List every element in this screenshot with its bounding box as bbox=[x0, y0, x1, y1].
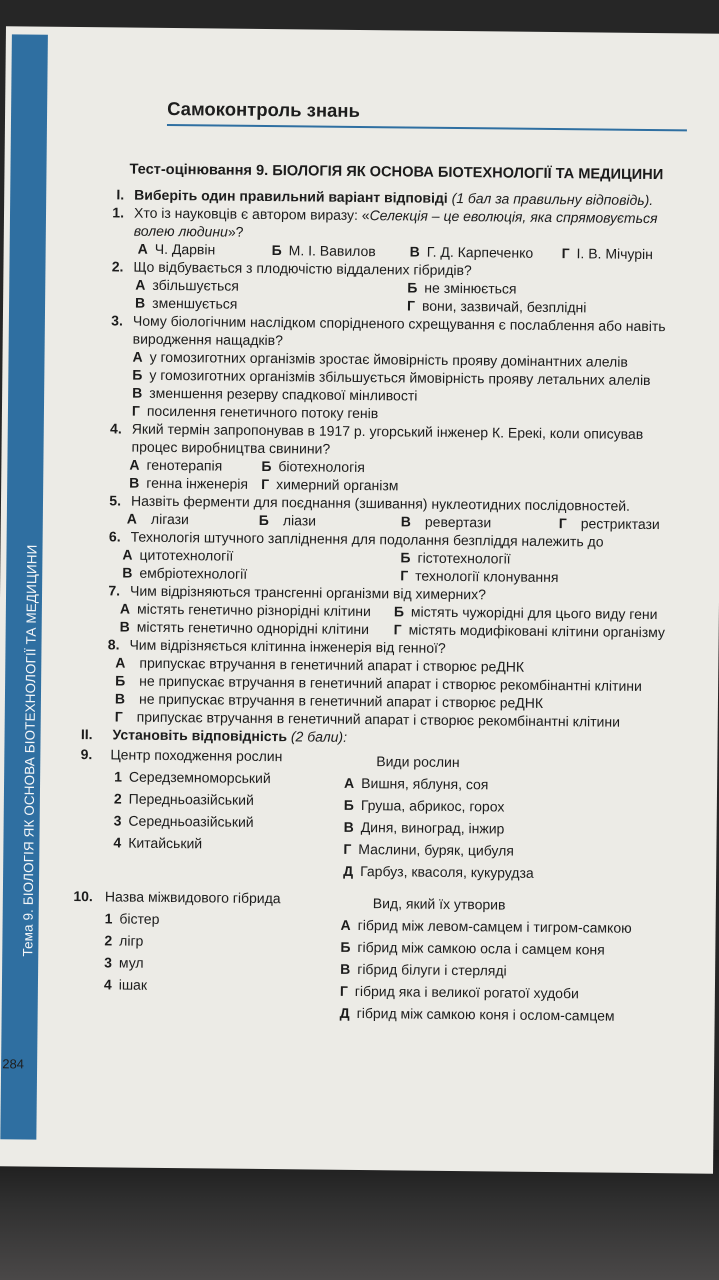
question-10-right-head: Вид, який їх утворив bbox=[372, 895, 506, 913]
match-right-item: Б гібрид між самкою осла і самцем коня bbox=[340, 938, 605, 958]
match-left-item: 2 Передньоазійський bbox=[113, 790, 254, 808]
section-title: Самоконтроль знань bbox=[167, 97, 361, 121]
part1-instruction: Виберіть один правильний варіант відповіді bbox=[134, 186, 448, 206]
test-content: I. Виберіть один правильний варіант відповіді (1 бал за правильну відповідь). 1. Хто із науковців є автором виразу: «Селекція – це еволюція, яка спрямовується волею людини»? А Ч. Дарвін Б М. І. Вавилов В Г. Д. Карпеченко Г І. В. Мічурін 2. Що відбувається з плодючістю віддалених гібридів? А збільшується Б не змінюється В зменшується Г вони, зазвичай, безплідні 3. Чому біологічним наслідком спорідненого схрещування є послаблення або навіть виродження нащадків? А у гомозиготних організмів зростає ймовірність прояву домінантних алелів Б у гомозиготних організмів збільшується ймовірність прояву летальних алелів В зменшення резерву спадкової мінливості Г посилення генетичного потоку генів 4. Який термін запропонував в 1917 р. угорський інженер К. Ерекі, коли описував процес виробництва свинини? А генотерапія Б біотехнологія В генна інженерія Г химерний організм 5. Назвіть ферменти для поєднання (зшивання) нуклеотидних послідовностей. А лігази Б ліази В ревертази Г рестриктази 6. Технологія штучного запліднення для подолання безпліддя належить до А цитотехнології Б гістотехнології В ембріотехнології Г технології клонування 7. Чим відрізняються трансгенні організми від химерних? А містять генетично різнорідні клітини Б містять чужорідні для цього виду гени В містять генетично однорідні клітини Г містять модифіковані клітини організму 8. Чим відрізняється клітинна інженерія від генної? А припускає втручання в генетичний апарат і створює реДНК Б не припускає втручання в генетичний апарат і створює рекомбінантні клітини В не припускає втручання в генетичний апарат і створює реДНК Г припускає втручання в генетичний апарат і створює рекомбінантні клітини II. Установіть відповідність (2 бали): 9. Центр походження рослин Види рослин 1 Середземноморський А Вишня, яблуня, соя 2 Передньоазійський Б Груша, абрикос, горох 3 Середньоазійський В Диня, виноград, інжир 4 Китайський Г Маслини, буряк, цибуля Д Гарбуз, квасоля, кукурудза 10. Назва міжвидового гібрида Вид, який їх утворив 1 бістер А гібрид між левом-самцем і тигром-самкою 2 лігр Б гібрид між самкою осла і самцем коня 3 мул В гібрид білуги і стерляді 4 ішак Г гібрид яка і великої рогатої худоби Д гібрид між самкою коня і ослом-самцем bbox=[60, 185, 709, 1024]
match-left-item: 3 мул bbox=[104, 954, 144, 971]
question-3-text: Чому біологічним наслідком спорідненого схрещування є послаблення або навіть bbox=[132, 312, 666, 335]
option-b[interactable]: Б містять чужорідні для цього виду гени bbox=[393, 603, 658, 623]
match-right-item: Д Гарбуз, квасоля, кукурудза bbox=[343, 862, 534, 881]
option-a[interactable]: А лігази bbox=[126, 510, 189, 528]
question-9-left-head: Центр походження рослин bbox=[110, 746, 283, 765]
question-1-quote: Селекція – це еволюція, яка спрямовується bbox=[369, 207, 658, 227]
match-right-item: А гібрид між левом-самцем і тигром-самкою bbox=[340, 916, 632, 936]
question-6-number: 6. bbox=[108, 528, 121, 545]
book-page bbox=[0, 26, 719, 1173]
option-c[interactable]: В Г. Д. Карпеченко bbox=[409, 243, 534, 261]
part1-points: (1 бал за правильну відповідь). bbox=[451, 189, 654, 209]
match-right-item: Г Маслини, буряк, цибуля bbox=[343, 840, 514, 859]
question-8-number: 8. bbox=[107, 636, 120, 653]
option-c[interactable]: В зменшується bbox=[135, 294, 238, 312]
option-b[interactable]: Б М. І. Вавилов bbox=[271, 242, 376, 260]
question-2-number: 2. bbox=[111, 258, 124, 275]
match-left-item: 4 ішак bbox=[103, 976, 148, 993]
match-right-item: Д гібрид між самкою коня і ослом-самцем bbox=[339, 1004, 615, 1024]
question-3-number: 3. bbox=[111, 312, 123, 329]
match-right-item: В гібрид білуги і стерляді bbox=[340, 960, 507, 979]
match-left-item: 3 Середньоазійський bbox=[113, 812, 254, 830]
option-b[interactable]: Б гістотехнології bbox=[400, 549, 511, 567]
option-b[interactable]: Б біотехнологія bbox=[261, 457, 366, 476]
question-8-text: Чим відрізняється клітинна інженерія від генної? bbox=[129, 636, 446, 656]
section-header bbox=[167, 98, 687, 131]
option-d[interactable]: Г рестриктази bbox=[558, 515, 660, 533]
match-left-item: 1 Середземноморський bbox=[114, 768, 271, 787]
question-5-number: 5. bbox=[109, 492, 122, 509]
question-4-number: 4. bbox=[110, 420, 122, 437]
side-title: Тема 9. БІОЛОГІЯ ЯК ОСНОВА БІОТЕХНОЛОГІЇ ТА МЕДИЦИНИ bbox=[20, 544, 40, 957]
match-right-item: А Вишня, яблуня, соя bbox=[344, 774, 489, 793]
option-a[interactable]: А припускає втручання в генетичний апарат і створює реДНК bbox=[115, 654, 525, 675]
part1-number: I. bbox=[116, 186, 125, 203]
match-right-item: Г гібрид яка і великої рогатої худоби bbox=[339, 982, 579, 1002]
match-right-item: В Диня, виноград, інжир bbox=[343, 818, 505, 837]
part2-points: (2 бали): bbox=[290, 728, 348, 745]
question-1-number: 1. bbox=[112, 204, 125, 221]
question-10-left-head: Назва міжвидового гібрида bbox=[104, 888, 281, 907]
question-1-text: Хто із науковців є автором виразу: « bbox=[133, 204, 370, 224]
option-d[interactable]: Г технології клонування bbox=[400, 567, 559, 586]
option-d[interactable]: Г химерний організм bbox=[261, 475, 399, 494]
option-b[interactable]: Б не змінюється bbox=[407, 279, 517, 297]
option-a[interactable]: А збільшується bbox=[135, 276, 240, 294]
match-left-item: 4 Китайський bbox=[113, 834, 203, 852]
option-c[interactable]: В зменшення резерву спадкової мінливості bbox=[132, 384, 418, 404]
part2-instruction: Установіть відповідність bbox=[112, 726, 288, 745]
match-left-item: 1 бістер bbox=[104, 910, 160, 927]
option-b[interactable]: Б ліази bbox=[258, 511, 317, 529]
option-d[interactable]: Г посилення генетичного потоку генів bbox=[131, 402, 379, 422]
question-5-text: Назвіть ферменти для поєднання (зшивання) нуклеотидних послідовностей. bbox=[130, 492, 631, 514]
question-1-quote-cont: волею людини bbox=[133, 222, 228, 240]
option-c[interactable]: В не припускає втручання в генетичний апарат і створює реДНК bbox=[114, 690, 544, 711]
option-c[interactable]: В ембріотехнології bbox=[122, 564, 248, 582]
test-title: Тест-оцінювання 9. БІОЛОГІЯ ЯК ОСНОВА БІОТЕХНОЛОГІЇ ТА МЕДИЦИНИ bbox=[129, 161, 664, 184]
option-a[interactable]: А Ч. Дарвін bbox=[137, 240, 216, 258]
question-2-text: Що відбувається з плодючістю віддалених гібридів? bbox=[133, 258, 472, 279]
match-right-item: Б Груша, абрикос, горох bbox=[343, 796, 505, 815]
option-d[interactable]: Г І. В. Мічурін bbox=[561, 245, 653, 263]
question-7-number: 7. bbox=[108, 582, 121, 599]
question-10-number: 10. bbox=[73, 888, 93, 905]
option-d[interactable]: Г містять модифіковані клітини організму bbox=[393, 621, 666, 641]
match-left-item: 2 лігр bbox=[104, 932, 144, 949]
title-underline bbox=[167, 124, 687, 131]
question-9-right-head: Види рослин bbox=[376, 753, 460, 771]
option-c[interactable]: В генна інженерія bbox=[129, 474, 249, 492]
option-d[interactable]: Г припускає втручання в генетичний апарат і створює рекомбінантні клітини bbox=[114, 708, 621, 730]
option-c[interactable]: В ревертази bbox=[400, 513, 492, 531]
question-6-text: Технологія штучного запліднення для подолання безпліддя належить до bbox=[130, 528, 604, 550]
option-a[interactable]: А генотерапія bbox=[129, 456, 223, 474]
option-c[interactable]: В містять генетично однорідні клітини bbox=[119, 618, 370, 638]
option-b[interactable]: Б не припускає втручання в генетичний апарат і створює рекомбінантні клітини bbox=[115, 672, 642, 694]
question-7-text: Чим відрізняються трансгенні організми від химерних? bbox=[130, 582, 487, 603]
option-a[interactable]: А цитотехнології bbox=[122, 546, 234, 564]
part2-number: II. bbox=[80, 726, 93, 743]
question-4-text: Який термін запропонував в 1917 р. угорський інженер К. Ерекі, коли описував bbox=[131, 420, 644, 442]
option-d[interactable]: Г вони, зазвичай, безплідні bbox=[407, 297, 587, 316]
page-number: 284 bbox=[2, 1056, 25, 1072]
question-9-number: 9. bbox=[80, 746, 93, 763]
option-a[interactable]: А містять генетично різнорідні клітини bbox=[119, 600, 371, 620]
option-a[interactable]: А у гомозиготних організмів зростає ймовірність прояву домінантних алелів bbox=[132, 348, 628, 370]
option-b[interactable]: Б у гомозиготних організмів збільшується ймовірність прояву летальних алелів bbox=[132, 366, 651, 389]
